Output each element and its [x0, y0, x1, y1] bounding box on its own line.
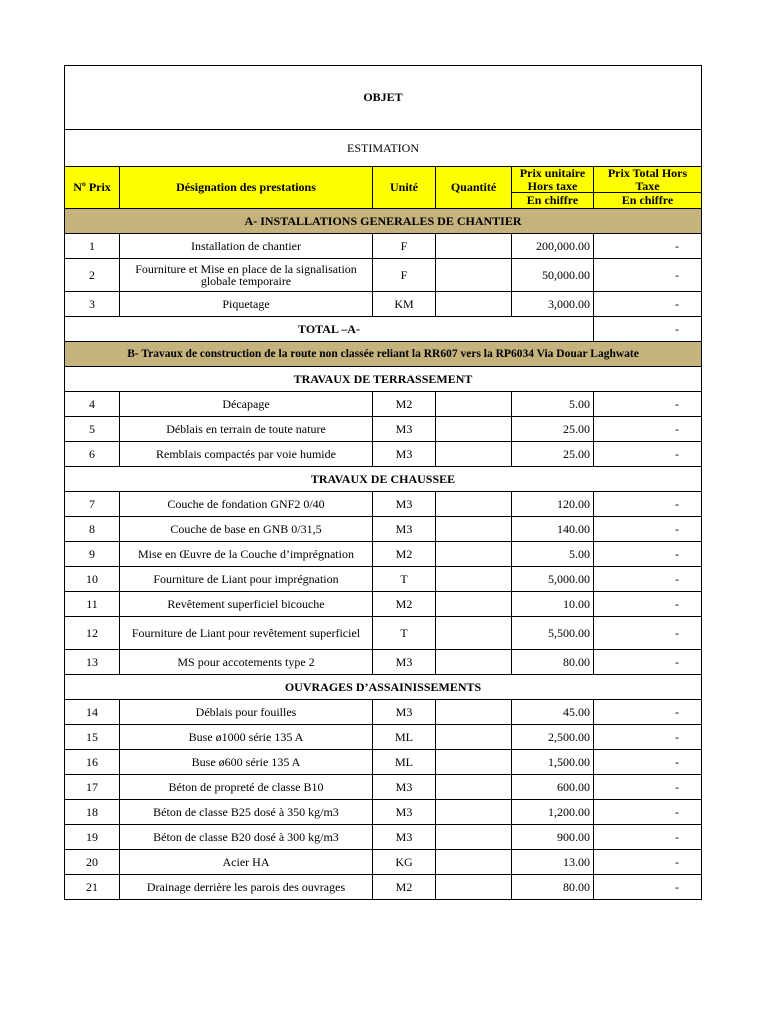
unit-cell: M2	[373, 542, 436, 567]
table-row	[65, 592, 702, 617]
unit-cell: M2	[373, 392, 436, 417]
unit-cell: ML	[373, 725, 436, 750]
table-row	[65, 650, 702, 675]
total-price-cell: -	[594, 542, 702, 567]
unit-cell: M3	[373, 700, 436, 725]
quantity-cell	[436, 825, 512, 850]
unit-price-cell: 50,000.00	[512, 259, 594, 292]
total-price-cell: -	[594, 850, 702, 875]
unit-price-cell: 25.00	[512, 417, 594, 442]
total-price-cell: -	[594, 775, 702, 800]
quantity-cell	[436, 800, 512, 825]
unit-price-cell: 1,500.00	[512, 750, 594, 775]
price-number-cell: 8	[65, 517, 120, 542]
table-row	[65, 492, 702, 517]
price-number-cell: 17	[65, 775, 120, 800]
total-price-cell: -	[594, 417, 702, 442]
unit-cell: M3	[373, 825, 436, 850]
unit-cell: M3	[373, 650, 436, 675]
total-price-cell: -	[594, 875, 702, 900]
designation-cell: Mise en Œuvre de la Couche d’imprégnation	[120, 542, 373, 567]
designation-cell: Déblais pour fouilles	[120, 700, 373, 725]
unit-cell: M3	[373, 417, 436, 442]
table-row	[65, 617, 702, 650]
unit-price-cell: 2,500.00	[512, 725, 594, 750]
section-b-title: B- Travaux de construction de la route non classée reliant la RR607 vers la RP6034 Via Douar Laghwate	[65, 342, 702, 367]
total-price-cell: -	[594, 259, 702, 292]
table-row	[65, 292, 702, 317]
quantity-cell	[436, 592, 512, 617]
unit-price-cell: 3,000.00	[512, 292, 594, 317]
unit-price-cell: 80.00	[512, 875, 594, 900]
price-number-cell: 7	[65, 492, 120, 517]
terrassement-header	[65, 367, 702, 392]
quantity-cell	[436, 567, 512, 592]
unit-cell: F	[373, 259, 436, 292]
unit-price-cell: 140.00	[512, 517, 594, 542]
total-price-cell: -	[594, 492, 702, 517]
objet-row	[65, 66, 702, 130]
price-number-cell: 12	[65, 617, 120, 650]
total-price-cell: -	[594, 234, 702, 259]
designation-cell: Couche de fondation GNF2 0/40	[120, 492, 373, 517]
terrassement-title: TRAVAUX DE TERRASSEMENT	[65, 367, 702, 392]
unit-price-cell: 5,500.00	[512, 617, 594, 650]
estimation-row	[65, 130, 702, 167]
unit-price-cell: 80.00	[512, 650, 594, 675]
table-row	[65, 417, 702, 442]
price-number-cell: 1	[65, 234, 120, 259]
unit-cell: F	[373, 234, 436, 259]
column-header-row	[65, 167, 702, 193]
unit-cell: M3	[373, 775, 436, 800]
price-number-cell: 5	[65, 417, 120, 442]
price-number-cell: 11	[65, 592, 120, 617]
unit-cell: M3	[373, 517, 436, 542]
designation-cell: Béton de propreté de classe B10	[120, 775, 373, 800]
table-row	[65, 542, 702, 567]
unit-price-cell: 45.00	[512, 700, 594, 725]
unit-cell: ML	[373, 750, 436, 775]
price-number-cell: 20	[65, 850, 120, 875]
price-number-cell: 2	[65, 259, 120, 292]
total-price-cell: -	[594, 592, 702, 617]
designation-cell: Fourniture de Liant pour revêtement superficiel	[120, 617, 373, 650]
designation-cell: Piquetage	[120, 292, 373, 317]
designation-cell: Fourniture et Mise en place de la signalisation globale temporaire	[120, 259, 373, 292]
col-unite-header: Unité	[373, 167, 436, 209]
designation-cell: Installation de chantier	[120, 234, 373, 259]
unit-price-cell: 5,000.00	[512, 567, 594, 592]
col-en-chiffre-1: En chiffre	[512, 193, 594, 209]
total-price-cell: -	[594, 442, 702, 467]
assainissement-title: OUVRAGES D’ASSAINISSEMENTS	[65, 675, 702, 700]
table-row	[65, 775, 702, 800]
total-price-cell: -	[594, 617, 702, 650]
table-row	[65, 259, 702, 292]
unit-cell: T	[373, 617, 436, 650]
section-a-header	[65, 209, 702, 234]
unit-price-cell: 25.00	[512, 442, 594, 467]
price-number-cell: 3	[65, 292, 120, 317]
designation-cell: Remblais compactés par voie humide	[120, 442, 373, 467]
price-number-cell: 18	[65, 800, 120, 825]
unit-price-cell: 10.00	[512, 592, 594, 617]
quantity-cell	[436, 775, 512, 800]
unit-cell: M2	[373, 875, 436, 900]
quantity-cell	[436, 617, 512, 650]
unit-price-cell: 5.00	[512, 392, 594, 417]
total-a-value: -	[594, 317, 702, 342]
price-number-cell: 19	[65, 825, 120, 850]
designation-cell: Buse ø600 série 135 A	[120, 750, 373, 775]
table-row	[65, 725, 702, 750]
table-row	[65, 567, 702, 592]
price-number-cell: 16	[65, 750, 120, 775]
designation-cell: Fourniture de Liant pour imprégnation	[120, 567, 373, 592]
assainissement-header	[65, 675, 702, 700]
price-number-cell: 13	[65, 650, 120, 675]
designation-cell: Acier HA	[120, 850, 373, 875]
table-row	[65, 234, 702, 259]
quantity-cell	[436, 750, 512, 775]
designation-cell: Béton de classe B25 dosé à 350 kg/m3	[120, 800, 373, 825]
table-row	[65, 850, 702, 875]
unit-price-cell: 200,000.00	[512, 234, 594, 259]
col-quantite-header: Quantité	[436, 167, 512, 209]
unit-cell: T	[373, 567, 436, 592]
total-a-label: TOTAL –A-	[65, 317, 594, 342]
quantity-cell	[436, 259, 512, 292]
total-price-cell: -	[594, 800, 702, 825]
objet-title: OBJET	[65, 66, 702, 130]
total-price-cell: -	[594, 825, 702, 850]
price-number-cell: 14	[65, 700, 120, 725]
price-number-cell: 9	[65, 542, 120, 567]
col-prix-total-header: Prix Total Hors Taxe	[594, 167, 702, 193]
total-price-cell: -	[594, 517, 702, 542]
quantity-cell	[436, 417, 512, 442]
estimation-table	[64, 65, 702, 900]
total-price-cell: -	[594, 725, 702, 750]
unit-cell: KM	[373, 292, 436, 317]
total-price-cell: -	[594, 700, 702, 725]
col-no-header: Nº Prix	[65, 167, 120, 209]
table-row	[65, 700, 702, 725]
table-row	[65, 825, 702, 850]
quantity-cell	[436, 542, 512, 567]
table-row	[65, 875, 702, 900]
col-prix-unitaire-header: Prix unitaire Hors taxe	[512, 167, 594, 193]
quantity-cell	[436, 234, 512, 259]
quantity-cell	[436, 875, 512, 900]
unit-cell: M3	[373, 442, 436, 467]
unit-price-cell: 120.00	[512, 492, 594, 517]
total-price-cell: -	[594, 292, 702, 317]
designation-cell: MS pour accotements type 2	[120, 650, 373, 675]
quantity-cell	[436, 517, 512, 542]
unit-price-cell: 900.00	[512, 825, 594, 850]
quantity-cell	[436, 492, 512, 517]
unit-cell: M3	[373, 800, 436, 825]
table-row	[65, 517, 702, 542]
unit-cell: KG	[373, 850, 436, 875]
price-number-cell: 21	[65, 875, 120, 900]
total-price-cell: -	[594, 567, 702, 592]
quantity-cell	[436, 850, 512, 875]
col-designation-header: Désignation des prestations	[120, 167, 373, 209]
designation-cell: Revêtement superficiel bicouche	[120, 592, 373, 617]
table-row	[65, 800, 702, 825]
quantity-cell	[436, 292, 512, 317]
col-en-chiffre-2: En chiffre	[594, 193, 702, 209]
designation-cell: Drainage derrière les parois des ouvrages	[120, 875, 373, 900]
total-a-row	[65, 317, 702, 342]
designation-cell: Déblais en terrain de toute nature	[120, 417, 373, 442]
quantity-cell	[436, 442, 512, 467]
table-row	[65, 442, 702, 467]
quantity-cell	[436, 725, 512, 750]
unit-price-cell: 13.00	[512, 850, 594, 875]
price-number-cell: 10	[65, 567, 120, 592]
section-a-title: A- INSTALLATIONS GENERALES DE CHANTIER	[65, 209, 702, 234]
unit-cell: M2	[373, 592, 436, 617]
quantity-cell	[436, 392, 512, 417]
chaussee-header	[65, 467, 702, 492]
estimation-title: ESTIMATION	[65, 130, 702, 167]
price-number-cell: 15	[65, 725, 120, 750]
unit-cell: M3	[373, 492, 436, 517]
chaussee-title: TRAVAUX DE CHAUSSEE	[65, 467, 702, 492]
designation-cell: Couche de base en GNB 0/31,5	[120, 517, 373, 542]
section-b-header	[65, 342, 702, 367]
unit-price-cell: 600.00	[512, 775, 594, 800]
designation-cell: Buse ø1000 série 135 A	[120, 725, 373, 750]
unit-price-cell: 5.00	[512, 542, 594, 567]
table-row	[65, 392, 702, 417]
price-number-cell: 6	[65, 442, 120, 467]
total-price-cell: -	[594, 392, 702, 417]
designation-cell: Béton de classe B20 dosé à 300 kg/m3	[120, 825, 373, 850]
unit-price-cell: 1,200.00	[512, 800, 594, 825]
quantity-cell	[436, 700, 512, 725]
table-row	[65, 750, 702, 775]
total-price-cell: -	[594, 750, 702, 775]
price-number-cell: 4	[65, 392, 120, 417]
designation-cell: Décapage	[120, 392, 373, 417]
quantity-cell	[436, 650, 512, 675]
total-price-cell: -	[594, 650, 702, 675]
